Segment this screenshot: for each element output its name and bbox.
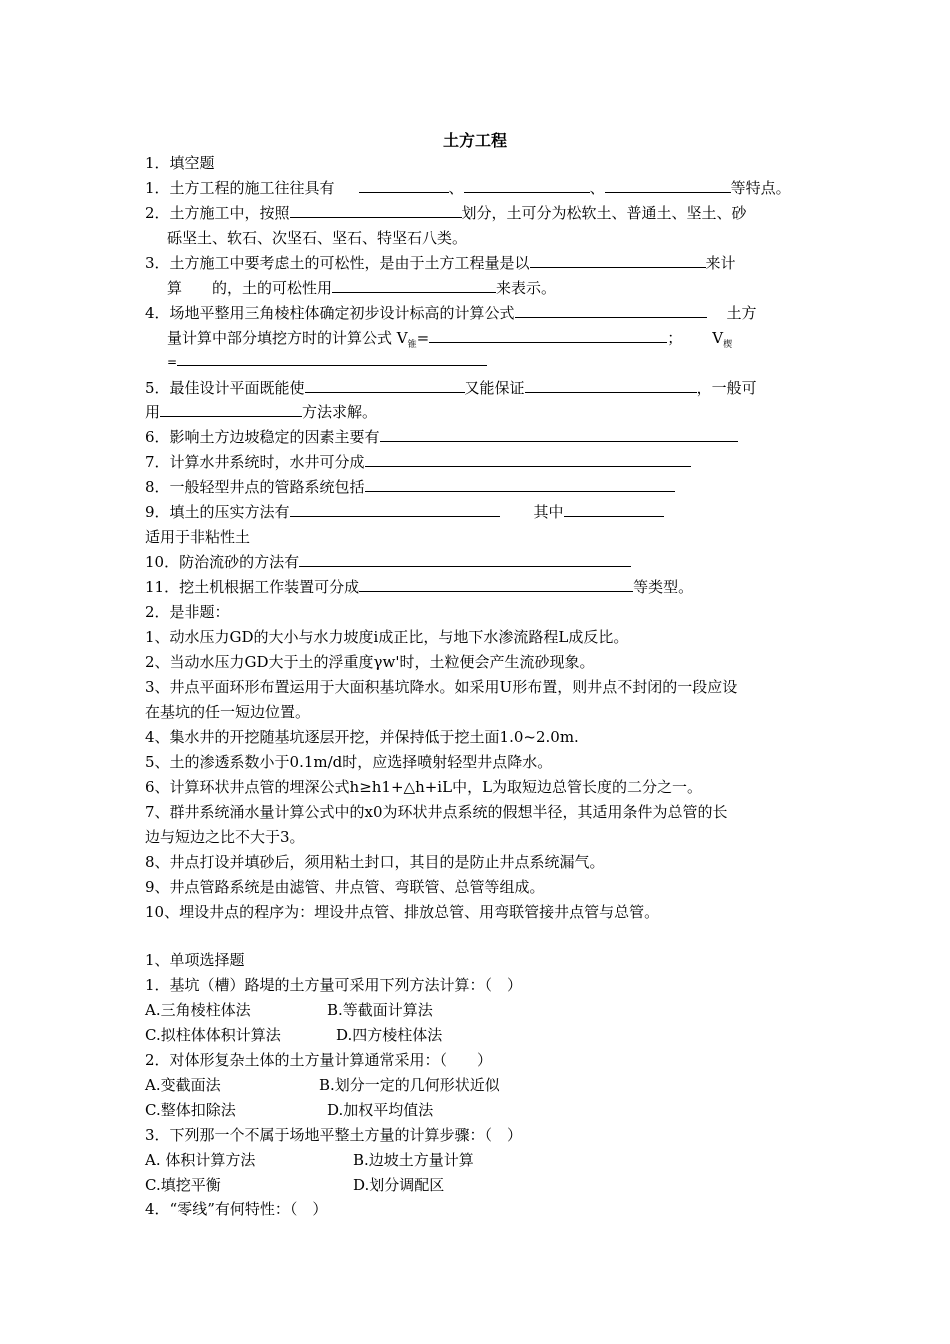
section-fill-blank-heading: 1．填空题 [145,154,215,172]
blank [429,328,667,343]
blank [359,178,449,193]
q3-text-c: 算 的，土的可松性用 [167,279,333,297]
q3-text-d: 来表示。 [496,279,557,297]
q4-text-b: 土方 [726,304,757,322]
q11-text-b: 等类型。 [633,578,694,596]
blank [359,577,633,592]
question-1-3-cont [167,278,556,298]
q5-text-b: 又能保证 [464,379,525,397]
tf-item: 8、井点打设并填砂后，须用粘土封口，其目的是防止井点系统漏气。 [145,853,605,871]
question-1-6 [145,427,738,447]
mc-option-a: A.变截面法 [145,1076,221,1094]
mc-option-a: A. 体积计算方法 [145,1151,256,1169]
blank [525,378,697,393]
question-1-1 [145,178,791,198]
mc-option-d: D.加权平均值法 [327,1101,434,1119]
q4-sub-cone: 锥 [407,340,417,350]
mc-option-b: B.划分一定的几何形状近似 [319,1076,500,1094]
tf-item-cont: 边与短边之比不大于3。 [145,828,305,846]
q1-text-a: 1．土方工程的施工往往具有 [145,179,335,197]
tf-item: 6、计算环状井点管的埋深公式h≥h1+△h+iL中，L为取短边总管长度的二分之一。 [145,778,703,796]
question-1-9 [145,502,664,522]
tf-item: 1、动水压力GD的大小与水力坡度i成正比，与地下水渗流路程L成反比。 [145,628,629,646]
q4-semicolon: ； [667,329,683,347]
tf-item-cont: 在基坑的任一短边位置。 [145,703,311,721]
blank [365,452,691,467]
q8-text: 8．一般轻型井点的管路系统包括 [145,478,365,496]
q4-text-a: 4．场地平整用三角棱柱体确定初步设计标高的计算公式 [145,304,515,322]
question-1-4-cont [167,328,732,355]
blank [290,203,462,218]
blank [365,477,675,492]
mc-option-d: D.划分调配区 [353,1176,445,1194]
q11-text-a: 11．挖土机根据工作装置可分成 [145,578,360,596]
mc-option-a: A.三角棱柱体法 [145,1001,251,1019]
question-1-4 [145,303,757,323]
blank [177,353,487,366]
q6-text: 6．影响土方边坡稳定的因素主要有 [145,428,380,446]
tf-item: 4、集水井的开挖随基坑逐层开挖，并保持低于挖土面1.0~2.0m. [145,728,579,746]
q5-text-a: 5．最佳设计平面既能使 [145,379,305,397]
section-single-choice-heading: 1、单项选择题 [145,951,245,969]
blank [305,378,465,393]
mc-option-c: C.拟柱体体积计算法 [145,1026,281,1044]
blank [464,178,590,193]
mc-question-2: 2．对体形复杂土体的土方量计算通常采用：（ ） [145,1051,493,1069]
q10-text: 10．防治流砂的方法有 [145,553,300,571]
question-1-8 [145,477,675,497]
q7-text: 7．计算水井系统时，水井可分成 [145,453,365,471]
q2-text-b: 划分，土可分为松软土、普通土、坚土、砂 [461,204,747,222]
mc-question-4: 4．“零线”有何特性：（ ） [145,1200,328,1218]
q9-text-b: 其中 [533,503,564,521]
q4-sub-wedge: 楔 [723,340,733,350]
q3-text-a: 3．土方施工中要考虑土的可松性，是由于土方工程量是以 [145,254,530,272]
q9-text-c: 适用于非粘性土 [145,528,251,546]
question-1-11 [145,577,693,597]
q9-text-a: 9．填土的压实方法有 [145,503,290,521]
tf-item: 9、井点管路系统是由滤管、井点管、弯联管、总管等组成。 [145,878,545,896]
mc-option-d: D.四方棱柱体法 [336,1026,443,1044]
q5-text-e: 方法求解。 [302,403,378,421]
question-1-2 [145,203,747,223]
q4-text-e: = [167,355,178,369]
q1-sep2: 、 [589,179,605,197]
section-true-false-heading: 2．是非题： [145,603,230,621]
tf-item: 10、埋设井点的程序为：埋设井点管、排放总管、用弯联管接井点管与总管。 [145,903,660,921]
blank [160,402,302,417]
q3-text-b: 来计 [705,254,736,272]
tf-item: 3、井点平面环形布置运用于大面积基坑降水。如采用U形布置，则井点不封闭的一段应设 [145,678,738,696]
mc-question-3: 3．下列那一个不属于场地平整土方量的计算步骤：（ ） [145,1126,523,1144]
page-title: 土方工程 [442,131,507,150]
question-1-4-cont2 [167,352,487,372]
question-1-10 [145,552,631,572]
tf-item: 2、当动水压力GD大于土的浮重度γw'时，土粒便会产生流砂现象。 [145,653,595,671]
blank [530,253,706,268]
mc-option-c: C.整体扣除法 [145,1101,236,1119]
blank [380,427,738,442]
blank [290,502,500,517]
blank [564,502,664,517]
mc-question-1: 1．基坑（槽）路堤的土方量可采用下列方法计算：（ ） [145,976,523,994]
q5-text-d: 用 [145,403,161,421]
tf-item: 5、土的渗透系数小于0.1m/d时，应选择喷射轻型井点降水。 [145,753,553,771]
question-1-5 [145,378,757,398]
tf-item: 7、群井系统涌水量计算公式中的x0为环状井点系统的假想半径，其适用条件为总管的长 [145,803,728,821]
question-1-5-cont [145,402,377,422]
mc-option-b: B.等截面计算法 [327,1001,433,1019]
question-1-3 [145,253,736,273]
q2-text-a: 2．土方施工中，按照 [145,204,290,222]
q2-text-c: 砾坚土、软石、次坚石、坚石、特坚石八类。 [167,229,468,247]
blank [515,303,707,318]
q4-text-d: V [712,329,724,347]
question-1-7 [145,452,691,472]
q1-sep1: 、 [448,179,464,197]
q4-text-c: 量计算中部分填挖方时的计算公式 V [167,329,408,347]
q1-text-b: 等特点。 [730,179,791,197]
mc-option-b: B.边坡土方量计算 [353,1151,474,1169]
blank [332,278,496,293]
q4-equals: = [416,329,430,347]
blank [605,178,731,193]
blank [299,552,631,567]
mc-option-c: C.填挖平衡 [145,1176,221,1194]
q5-text-c: ，一般可 [696,379,757,397]
